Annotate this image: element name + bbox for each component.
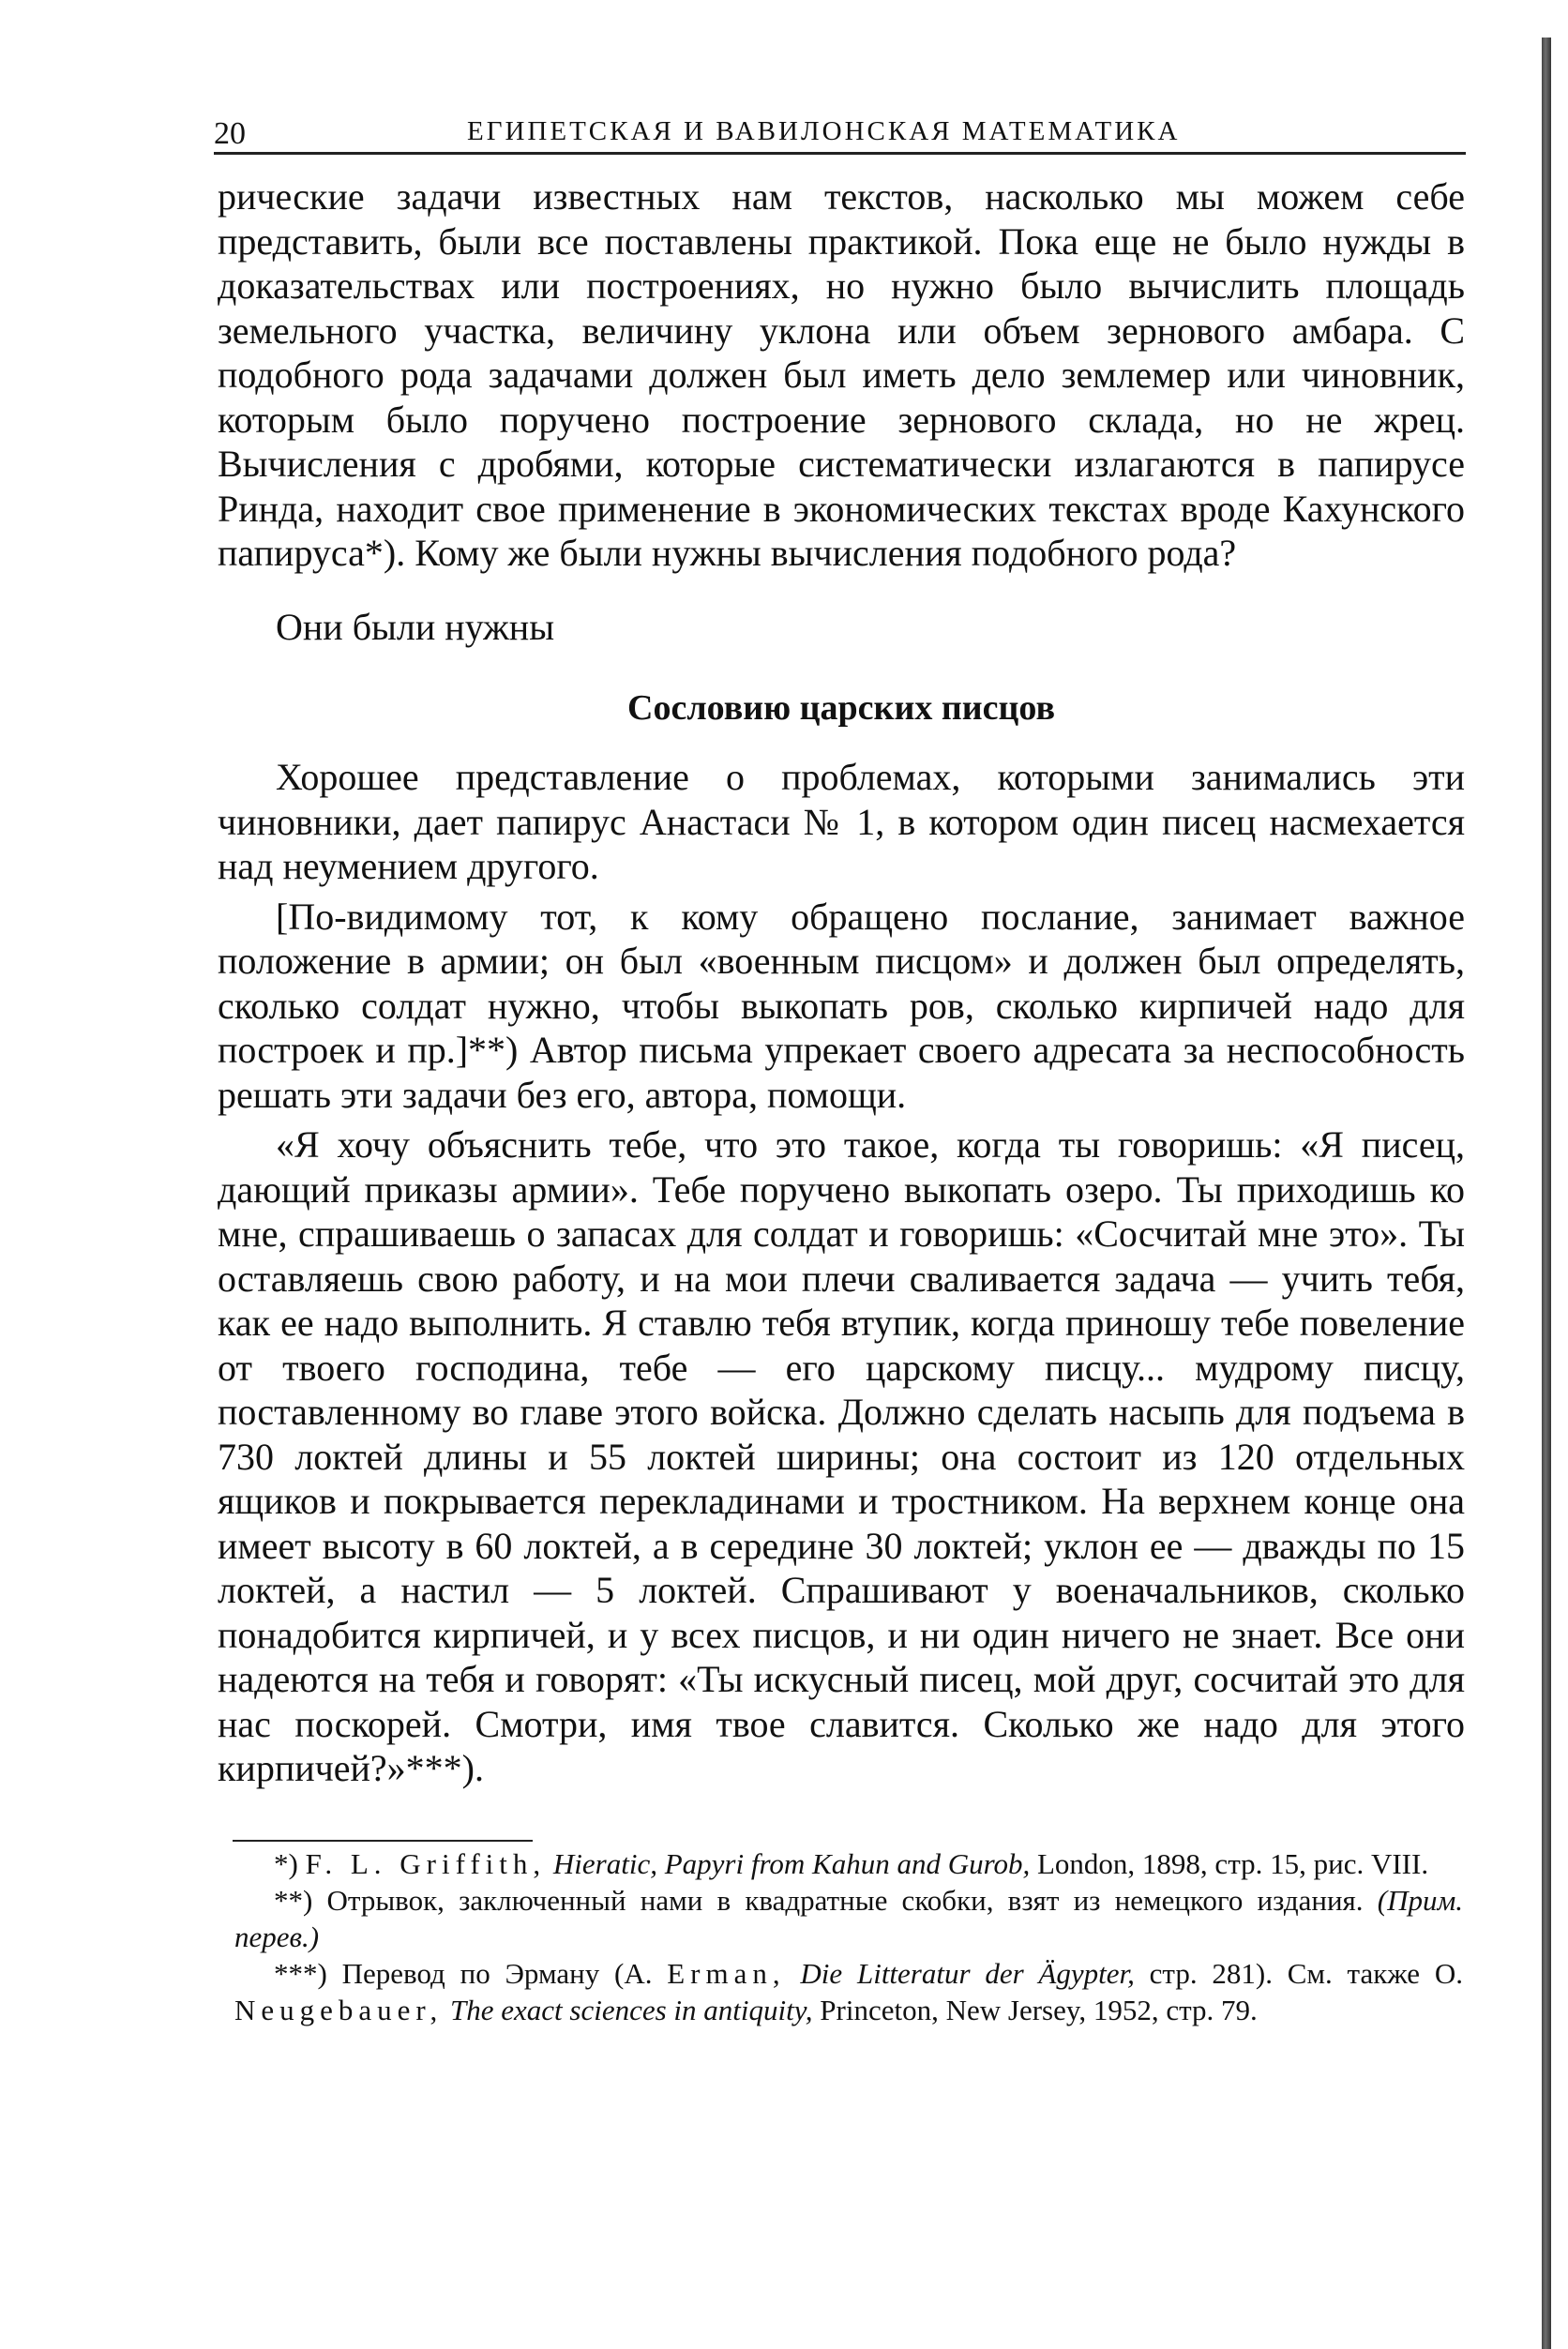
footnote-mark: ***) [274,1957,327,1990]
footnote-divider [233,1840,533,1842]
body-paragraph: [По-видимому тот, к кому обращено послание, занимает важное положение в армии; он был «военным писцом» и должен был определять, сколько солдат нужно, чтобы выкопать ров, сколько кирпичей надо для построек и пр.]**) Автор письма упрекает своего адресата за неспособность решать эти задачи без его, автора, помощи. [218,895,1465,1116]
footnotes [234,1845,1463,2028]
footnote-author: Erman, [667,1957,786,1990]
lead-continuation: Они были нужны [276,606,555,648]
scan-edge-shadow [1542,38,1551,2349]
lead-paragraph: рические задачи известных нам текстов, насколько мы можем себе представить, были все поставлены практикой. Пока еще не было нужды в доказательствах или построениях, но нужно было вычислить площадь земельного участка, величину уклона или объем зернового амбара. С подобного рода задачами должен был иметь дело землемер или чиновник, которым было поручено построение зернового склада, но не жрец. Вычисления с дробями, которые систематически излагаются в папирусе Ринда, находит свое применение в экономических текстах вроде Кахунского папируса*). Кому же были нужны вычисления подобного рода? [218,175,1465,574]
footnote-text: Princeton, New Jersey, 1952, стр. 79. [820,1994,1258,2026]
footnote-text: London, 1898, стр. 15, рис. VIII. [1037,1847,1429,1880]
lead-paragraph-block [218,174,1465,576]
footnote-author: F. L. Griffith, [305,1847,547,1880]
page-number: 20 [214,116,246,151]
footnote-2 [234,1882,1463,1955]
running-head: ЕГИПЕТСКАЯ И ВАВИЛОНСКАЯ МАТЕМАТИКА [467,116,1181,146]
body-paragraph: Хорошее представление о проблемах, которыми занимались эти чиновники, дает папирус Анастаси № 1, в котором один писец насмехается над неумением другого. [218,756,1465,887]
footnote-title: Hieratic, Papyri from Kahun and Gurob, [552,1847,1031,1880]
page-header [214,105,1466,155]
footnote-author: Neugebauer, [234,1994,444,2026]
footnote-1 [234,1845,1463,1882]
footnote-mark: *) [274,1847,298,1880]
footnote-mark: **) [274,1884,313,1917]
body-paragraph: «Я хочу объяснить тебе, что это такое, когда ты говоришь: «Я писец, дающий приказы армии». Тебе поручено выкопать озеро. Ты приходишь ко мне, спрашиваешь о запасах для солдат и говоришь: «Сосчитай мне это». Ты оставляешь свою работу, и на мои плечи сваливается задача — учить тебя, как ее надо выполнить. Я ставлю тебя втупик, когда приношу тебе повеление от твоего господина, тебе — его царскому писцу... мудрому писцу, поставленному во главе этого войска. Должно сделать насыпь для подъема в 730 локтей длины и 55 локтей ширины; она состоит из 120 отдельных ящиков и покрывается перекладинами и тростником. На верхнем конце она имеет высоту в 60 локтей, а в середине 30 локтей; уклон ее — дважды по 15 локтей, а настил — 5 локтей. Спрашивают у военачальников, сколько понадобится кирпичей, и у всех писцов, и ни один ничего не знает. Все они надеются на тебя и говорят: «Ты искусный писец, мой друг, сосчитай это для нас поскорей. Смотри, имя твое славится. Сколько же надо для этого кирпичей?»***). [218,1123,1465,1789]
lead-continuation-block [218,605,1465,650]
footnote-text: Отрывок, заключенный нами в квадратные скобки, взят из немецкого издания. [326,1884,1364,1917]
footnote-3 [234,1955,1463,2028]
footnote-text: стр. 281). См. также O. [1149,1957,1463,1990]
footnote-note: (Прим. перев.) [234,1884,1463,1953]
footnote-text: Перевод по Эрману (A. [341,1957,653,1990]
footnote-title: The exact sciences in antiquity, [450,1994,813,2026]
footnote-title: Die Litteratur der Ägypter, [800,1957,1135,1990]
body-text [218,755,1465,1797]
section-heading: Сословию царских писцов [627,688,1055,728]
